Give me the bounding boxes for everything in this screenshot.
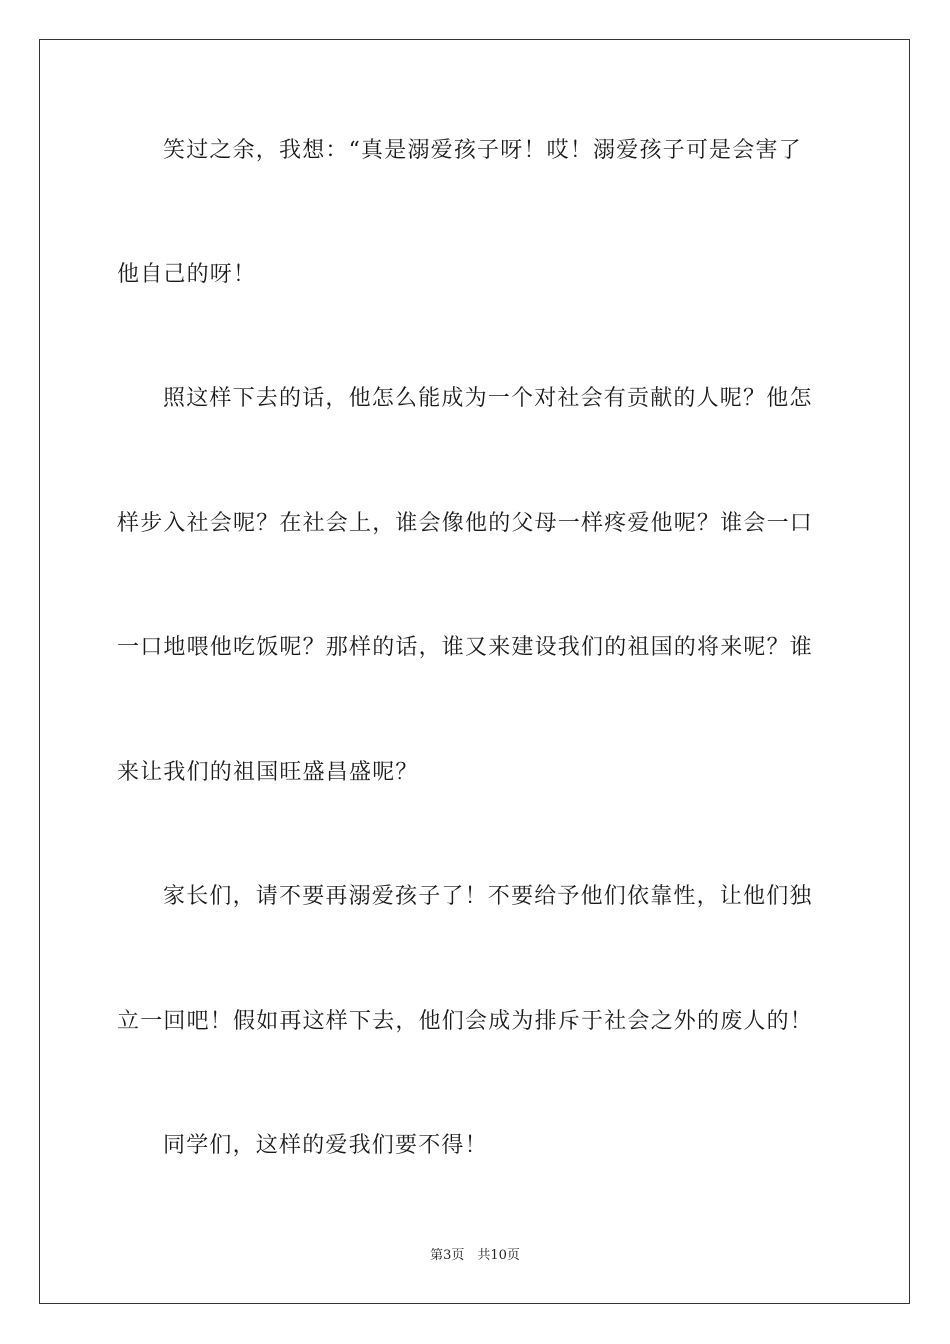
paragraph-2-line-2: 样步入社会呢？在社会上，谁会像他的父母一样疼爱他呢？谁会一口 bbox=[117, 511, 814, 536]
paragraph-2-line-4: 来让我们的祖国旺盛昌盛呢？ bbox=[117, 760, 419, 785]
paragraph-3-line-1: 家长们，请不要再溺爱孩子了！不要给予他们依靠性，让他们独 bbox=[163, 884, 813, 909]
paragraph-2-line-1: 照这样下去的话，他怎么能成为一个对社会有贡献的人呢？他怎 bbox=[163, 386, 813, 411]
paragraph-2-line-3: 一口地喂他吃饭呢？那样的话，谁又来建设我们的祖国的将来呢？谁 bbox=[117, 635, 814, 660]
paragraph-1-line-2: 他自己的呀！ bbox=[117, 262, 257, 287]
paragraph-4-line-1: 同学们，这样的爱我们要不得！ bbox=[163, 1133, 488, 1158]
page-border bbox=[39, 39, 910, 1304]
paragraph-3-line-2: 立一回吧！假如再这样下去，他们会成为排斥于社会之外的废人的！ bbox=[117, 1009, 814, 1034]
paragraph-1-line-1: 笑过之余，我想：“真是溺爱孩子呀！哎！溺爱孩子可是会害了 bbox=[163, 138, 802, 163]
page-number-footer: 第3页 共10页 bbox=[430, 1248, 520, 1263]
